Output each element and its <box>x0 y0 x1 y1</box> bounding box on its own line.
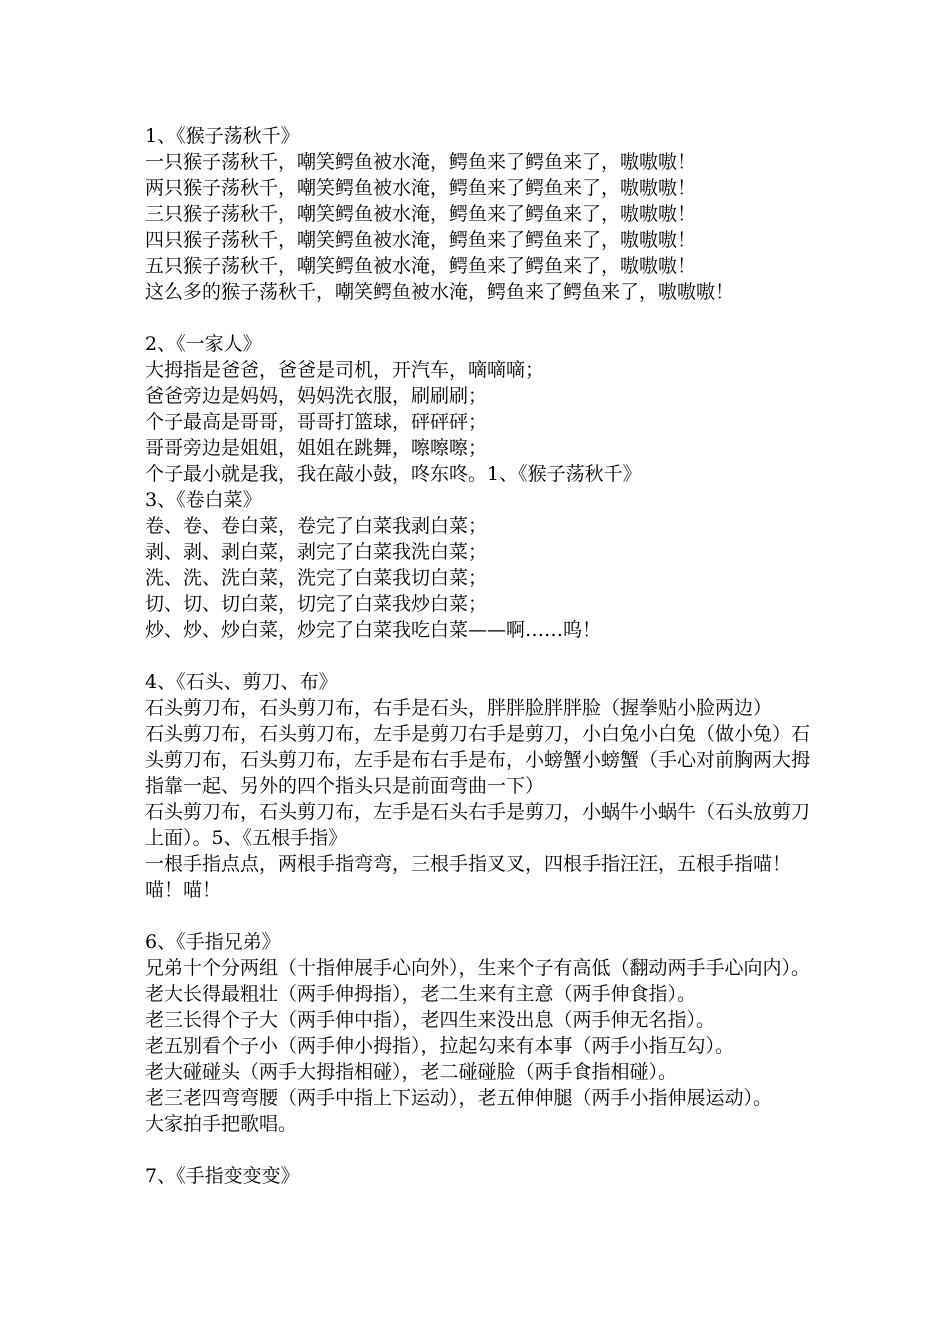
text-line: 四只猴子荡秋千，嘲笑鳄鱼被水淹，鳄鱼来了鳄鱼来了，嗷嗷嗷！ <box>145 229 697 251</box>
blank-line <box>145 1137 825 1163</box>
text-line: 老五别看个子小（两手伸小拇指），拉起勾来有本事（两手小指互勾）。 <box>145 1035 735 1057</box>
block-5 <box>145 1163 825 1189</box>
text-line: 这么多的猴子荡秋千，嘲笑鳄鱼被水淹，鳄鱼来了鳄鱼来了，嗷嗷嗷！ <box>145 281 735 303</box>
song-title: 6、《手指兄弟》 <box>145 931 281 953</box>
block-3 <box>145 669 825 903</box>
song-title: 4、《石头、剪刀、布》 <box>145 671 338 693</box>
blank-line <box>145 305 825 331</box>
block-4 <box>145 929 825 1137</box>
text-line: 大拇指是爸爸，爸爸是司机，开汽车，嘀嘀嘀； <box>145 359 545 381</box>
text-line: 老大长得最粗壮（两手伸拇指），老二生来有主意（两手伸食指）。 <box>145 983 697 1005</box>
blank-line <box>145 643 825 669</box>
song-title: 7、《手指变变变》 <box>145 1165 300 1187</box>
text-line: 哥哥旁边是姐姐，姐姐在跳舞，嚓嚓嚓； <box>145 437 488 459</box>
text-paragraph: 石头剪刀布，石头剪刀布，左手是剪刀右手是剪刀，小白兔小白兔（做小兔）石头剪刀布，石头剪刀布，左手是布右手是布，小螃蟹小螃蟹（手心对前胸两大拇指靠一起、另外的四个指头只是前面弯曲一下） <box>145 723 811 797</box>
song-title: 3、《卷白菜》 <box>145 489 262 511</box>
text-line: 爸爸旁边是妈妈，妈妈洗衣服，刷刷刷； <box>145 385 488 407</box>
song-title: 2、《一家人》 <box>145 333 262 355</box>
text-line: 老大碰碰头（两手大拇指相碰），老二碰碰脸（两手食指相碰）。 <box>145 1061 678 1083</box>
song-title: 1、《猴子荡秋千》 <box>145 125 300 147</box>
text-line: 个子最小就是我，我在敲小鼓，咚东咚。1、《猴子荡秋千》 <box>145 463 642 485</box>
text-line: 大家拍手把歌唱。 <box>145 1113 298 1135</box>
block-1 <box>145 123 825 305</box>
text-line: 卷、卷、卷白菜，卷完了白菜我剥白菜； <box>145 515 488 537</box>
text-line: 个子最高是哥哥，哥哥打篮球，砰砰砰； <box>145 411 488 433</box>
text-paragraph: 老三老四弯弯腰（两手中指上下运动），老五伸伸腿（两手小指伸展运动）。 <box>145 1087 773 1109</box>
text-line: 老三长得个子大（两手伸中指），老四生来没出息（两手伸无名指）。 <box>145 1009 716 1031</box>
text-paragraph: 石头剪刀布，石头剪刀布，右手是石头，胖胖脸胖胖脸（握拳贴小脸两边） <box>145 697 773 719</box>
text-line: 切、切、切白菜，切完了白菜我炒白菜； <box>145 593 488 615</box>
block-2 <box>145 331 825 643</box>
text-line: 五只猴子荡秋千，嘲笑鳄鱼被水淹，鳄鱼来了鳄鱼来了，嗷嗷嗷！ <box>145 255 697 277</box>
text-line: 剥、剥、剥白菜，剥完了白菜我洗白菜； <box>145 541 488 563</box>
text-line: 两只猴子荡秋千，嘲笑鳄鱼被水淹，鳄鱼来了鳄鱼来了，嗷嗷嗷！ <box>145 177 697 199</box>
text-paragraph: 兄弟十个分两组（十指伸展手心向外），生来个子有高低（翻动两手手心向内）。 <box>145 957 811 979</box>
blank-line <box>145 903 825 929</box>
text-line: 洗、洗、洗白菜，洗完了白菜我切白菜； <box>145 567 488 589</box>
text-line: 一只猴子荡秋千，嘲笑鳄鱼被水淹，鳄鱼来了鳄鱼来了，嗷嗷嗷！ <box>145 151 697 173</box>
text-line: 炒、炒、炒白菜，炒完了白菜我吃白菜——啊……呜！ <box>145 619 602 641</box>
text-paragraph: 石头剪刀布，石头剪刀布，左手是石头右手是剪刀，小蜗牛小蜗牛（石头放剪刀上面）。5、《五根手指》 <box>145 801 811 849</box>
text-line: 三只猴子荡秋千，嘲笑鳄鱼被水淹，鳄鱼来了鳄鱼来了，嗷嗷嗷！ <box>145 203 697 225</box>
text-paragraph: 一根手指点点，两根手指弯弯，三根手指叉叉，四根手指汪汪，五根手指喵！喵！喵！ <box>145 853 792 901</box>
document-page <box>145 123 825 1189</box>
